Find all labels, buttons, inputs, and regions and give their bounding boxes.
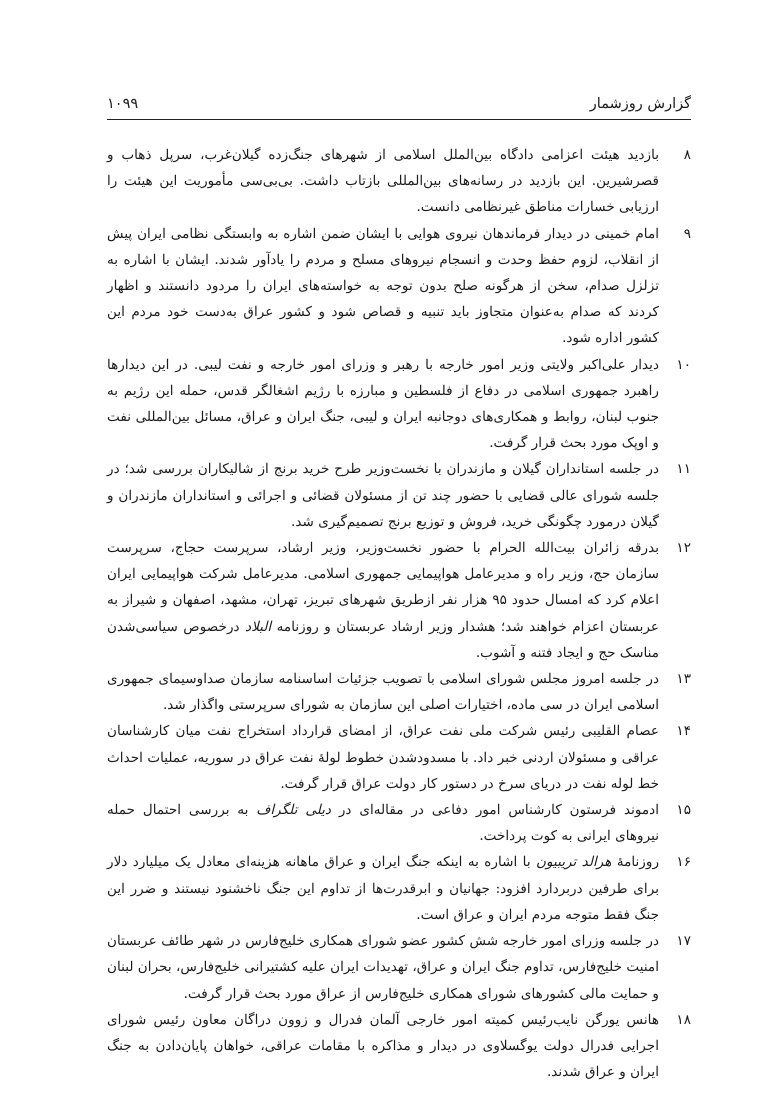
newspaper-name: هرالد تریبیون [536, 854, 612, 871]
entry-text: در جلسه امروز مجلس شورای اسلامی با تصویب جزئیات اساسنامه سازمان صداوسیمای جمهوری اسلامی ایران در سی ماده، اختیارات اصلی این سازمان به شورای سرپرستی واگذار شد. [107, 671, 659, 714]
entry-number: ۱۵ [676, 802, 691, 819]
list-item [107, 718, 691, 797]
entry-text [107, 535, 659, 666]
page-number: ۱۰۹۹ [107, 96, 139, 112]
entry-text-part: درخصوص سیاسی‌شدن مناسک حج و ایجاد فتنه و آشوب. [107, 618, 659, 661]
entry-text [107, 849, 659, 928]
newspaper-name: دیلی تلگراف [256, 802, 331, 819]
entry-number: ۱۶ [676, 854, 691, 871]
entry-number: ۱۲ [676, 540, 691, 557]
list-item [107, 849, 691, 928]
entry-text-part: بدرقه زائران بیت‌الله الحرام با حضور نخست‌وزیر، وزیر ارشاد، سرپرست حجاج، سرپرست سازمان حج، وزیر راه و مدیرعامل هواپیمایی جمهوری اسلامی. مدیرعامل شرکت هواپیمایی ایران اعلام کرد که امسال حدود ۹۵ هزار نفر ازطریق شهرهای تبریز، تهران، مشهد، اصفهان و شیراز به عربستان اعزام خواهند شد؛ هشدار وزیر ارشاد عربستان و روزنامه [107, 540, 659, 635]
entry-text-part: ادموند فرستون کارشناس امور دفاعی در مقاله‌ای در [331, 802, 660, 819]
entry-text: در جلسه استانداران گیلان و مازندران با نخست‌وزیر طرح خرید برنج از شالیکاران بررسی شد؛ در جلسه شورای عالی قضایی با حضور چند تن از مسئولان قضائی و اجرائی و استانداران مازندران و گیلان درمورد چگونگی خرید، فروش و توزیع برنج تصمیم‌گیری شد. [107, 461, 659, 530]
entry-text-part: به بررسی احتمال حمله نیروهای ایرانی به کوت پرداخت. [107, 802, 659, 845]
entry-text [107, 797, 659, 849]
entry-list [107, 142, 691, 1085]
running-title: گزارش روزشمار [589, 96, 691, 112]
entry-text: عصام القلیبی رئیس شرکت ملی نفت عراق، از امضای قرارداد استخراج نفت میان کارشناسان عراقی و مسئولان اردنی خبر داد. با مسدودشدن خطوط لولهٔ نفت عراق در سوریه، عملیات احداث خط لوله نفت در دریای سرخ در دستور کار دولت عراق قرار گرفت. [107, 723, 659, 792]
entry-text: دیدار علی‌اکبر ولایتی وزیر امور خارجه با رهبر و وزرای امور خارجه و نفت لیبی. در این دیدارها راهبرد جمهوری اسلامی در دفاع از فلسطین و مبارزه با رژیم اشغالگر قدس، حمله این رژیم به جنوب لبنان، روابط و همکاری‌های دوجانبه ایران و لیبی، جنگ ایران و عراق، مسائل بین‌المللی نفت و اوپک مورد بحث قرار گرفت. [107, 356, 659, 452]
list-item [107, 797, 691, 849]
entry-number: ۹ [683, 225, 691, 242]
entry-text-part: روزنامهٔ [611, 854, 660, 871]
list-item [107, 221, 691, 352]
entry-text: در جلسه وزرای امور خارجه شش کشور عضو شورای همکاری خلیج‌فارس در شهر طائف عربستان امنیت خلیج‌فارس، تداوم جنگ ایران و عراق، تهدیدات ایران علیه کشتیرانی خلیج‌فارس، بحران لبنان و حمایت مالی کشورهای شورای همکاری خلیج‌فارس از عراق مورد بحث قرار گرفت. [107, 933, 659, 1002]
list-item [107, 1007, 691, 1086]
entry-text: بازدید هیئت اعزامی دادگاه بین‌الملل اسلامی از شهرهای جنگ‌زده گیلان‌غرب، سرپل ذهاب و قصرشیرین. این بازدید در رسانه‌های بین‌المللی بازتاب داشت. بی‌بی‌سی مأموریت این هیئت را ارزیابی خسارات مناطق غیرنظامی دانست. [107, 147, 659, 216]
entry-number: ۱۱ [676, 461, 691, 478]
entry-number: ۱۴ [676, 723, 691, 740]
header-divider [107, 119, 691, 120]
list-item [107, 666, 691, 718]
list-item [107, 456, 691, 535]
entry-text-part: با اشاره به اینکه جنگ ایران و عراق ماهانه هزینه‌ای معادل یک میلیارد دلار برای طرفین دربردارد افزود: جهانیان و ابرقدرت‌ها از تداوم این جنگ ناخشنود نیستند و ضرر این جنگ فقط متوجه مردم ایران و عراق است. [107, 854, 659, 923]
list-item [107, 352, 691, 457]
newspaper-name: البلاد [245, 618, 272, 635]
list-item [107, 142, 691, 221]
list-item [107, 535, 691, 666]
entry-number: ۸ [683, 147, 691, 163]
entry-number: ۱۷ [676, 933, 691, 950]
list-item [107, 928, 691, 1007]
entry-text: هانس یورگن نایب‌رئیس کمیته امور خارجی آلمان فدرال و زوون دراگان معاون رئیس شورای اجرایی فدرال دولت یوگسلاوی در دیدار و مذاکره با مقامات عراقی، خواهان پایان‌دادن به جنگ ایران و عراق شدند. [107, 1011, 659, 1081]
page-header [107, 92, 691, 118]
entry-number: ۱۰ [676, 356, 691, 373]
entry-number: ۱۸ [676, 1011, 691, 1028]
entry-text: امام خمینی در دیدار فرماندهان نیروی هوایی با ایشان ضمن اشاره به وابستگی نظامی ایران پیش از انقلاب، لزوم حفظ وحدت و انسجام نیروهای مسلح و مردم را یادآور شدند. ایشان با اشاره به تزلزل صدام، سخن از هرگونه صلح بدون توجه به خواسته‌های ایران را مردود دانستند و اظهار کردند که صدام به‌عنوان متجاوز باید تنبیه و قصاص شود و کشور عراق به‌دست خود مردم این کشور اداره شود. [107, 225, 659, 347]
entry-number: ۱۳ [676, 671, 691, 688]
